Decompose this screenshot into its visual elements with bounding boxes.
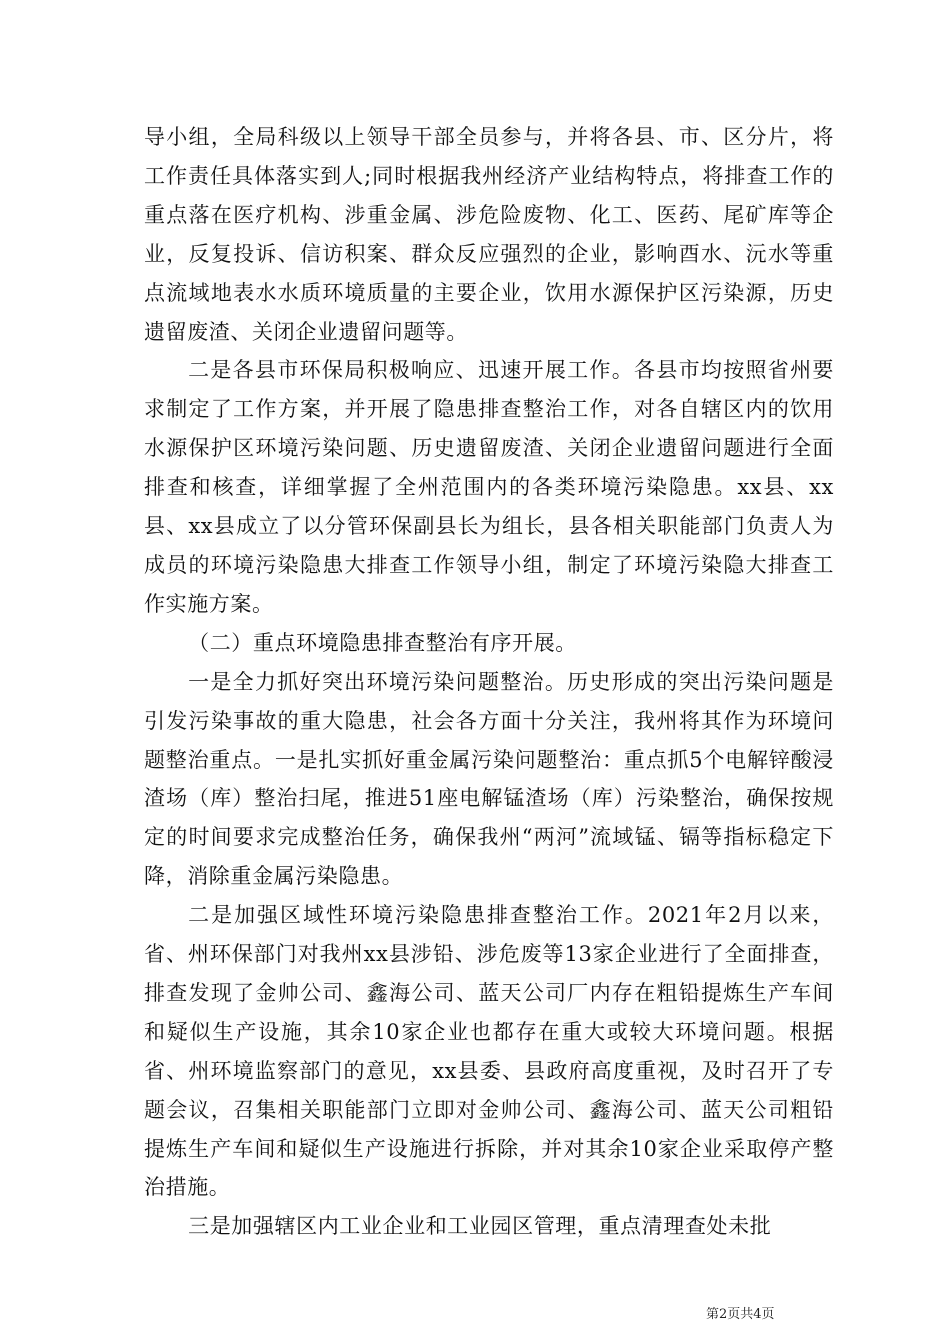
paragraph-1: 导小组，全局科级以上领导干部全员参与，并将各县、市、区分片，将工作责任具体落实到人;同时根据我州经济产业结构特点，将排查工作的重点落在医疗机构、涉重金属、涉危险废物、化工、医药、尾矿库等企业，反复投诉、信访积案、群众反应强烈的企业，影响酉水、沅水等重点流域地表水水质环境质量的主要企业，饮用水源保护区污染源，历史遗留废渣、关闭企业遗留问题等。 xyxy=(144,125,834,344)
page-number: 第2页共4页 xyxy=(706,1307,775,1322)
paragraph-4: 二是加强区域性环境污染隐患排查整治工作。2021年2月以来，省、州环保部门对我州xx县涉铅、涉危废等13家企业进行了全面排查，排查发现了金帅公司、鑫海公司、蓝天公司厂内存在粗铅提炼生产车间和疑似生产设施，其余10家企业也都存在重大或较大环境问题。根据省、州环境监察部门的意见，xx县委、县政府高度重视，及时召开了专题会议，召集相关职能部门立即对金帅公司、鑫海公司、蓝天公司粗铅提炼生产车间和疑似生产设施进行拆除，并对其余10家企业采取停产整治措施。 xyxy=(144,903,834,1200)
paragraph-2: 二是各县市环保局积极响应、迅速开展工作。各县市均按照省州要求制定了工作方案，并开展了隐患排查整治工作，对各自辖区内的饮用水源保护区环境污染问题、历史遗留废渣、关闭企业遗留问题进行全面排查和核查，详细掌握了全州范围内的各类环境污染隐患。xx县、xx县、xx县成立了以分管环保副县长为组长，县各相关职能部门负责人为成员的环境污染隐患大排查工作领导小组，制定了环境污染隐大排查工作实施方案。 xyxy=(144,358,834,616)
section-heading: （二）重点环境隐患排查整治有序开展。 xyxy=(188,630,577,655)
document-body xyxy=(144,118,834,1246)
paragraph-3: 一是全力抓好突出环境污染问题整治。历史形成的突出污染问题是引发污染事故的重大隐患，社会各方面十分关注，我州将其作为环境问题整治重点。一是扎实抓好重金属污染问题整治：重点抓5个电解锌酸浸渣场（库）整治扫尾，推进51座电解锰渣场（库）污染整治，确保按规定的时间要求完成整治任务，确保我州“两河”流域锰、镉等指标稳定下降，消除重金属污染隐患。 xyxy=(144,669,834,889)
paragraph-5: 三是加强辖区内工业企业和工业园区管理，重点清理查处未批 xyxy=(188,1214,772,1239)
